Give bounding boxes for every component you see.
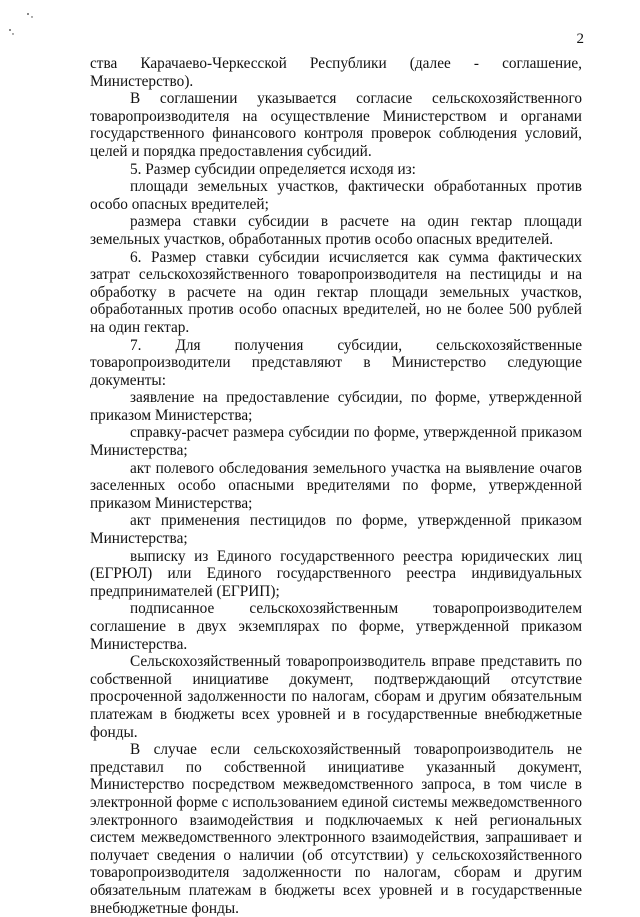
- paragraph-doc-application: заявление на предоставление субсидии, по форме, утвержденной приказом Министерства;: [90, 389, 582, 424]
- paragraph-doc-registry-extract: выписку из Единого государственного реестра юридических лиц (ЕГРЮЛ) или Единого государственного реестра индивидуальных предпринимателей (ЕГРИП);: [90, 547, 582, 600]
- paragraph-item-5-area: площади земельных участков, фактически обработанных против особо опасных вредителей;: [90, 178, 582, 213]
- paragraph-optional-document: Сельскохозяйственный товаропроизводитель вправе представить по собственной инициативе документ, подтверждающий отсутствие просроченной задолженности по налогам, сборам и другим обязательным платежам в бюджеты всех уровней и в государственные внебюджетные фонды.: [90, 653, 582, 741]
- paragraph-interagency-request: В случае если сельскохозяйственный товаропроизводитель не представил по собственной инициативе указанный документ, Министерство посредством межведомственного запроса, в том числе в электронной форме с использованием единой системы межведомственного электронного взаимодействия и подключаемых к ней региональных систем межведомственного электронного взаимодействия, запрашивает и получает сведения о наличии (об отсутствии) у сельскохозяйственного товаропроизводителя задолженности по налогам, сборам и другим обязательным платежам в бюджеты всех уровней и в государственные внебюджетные фонды.: [90, 741, 582, 917]
- paragraph-item-7: 7. Для получения субсидии, сельскохозяйственные товаропроизводители представляют в Министерство следующие документы:: [90, 336, 582, 389]
- paragraph-doc-calculation: справку-расчет размера субсидии по форме, утвержденной приказом Министерства;: [90, 424, 582, 460]
- page-number: 2: [576, 31, 584, 47]
- paragraph-continuation: ства Карачаево-Черкесской Республики (далее - соглашение, Министерство).: [90, 55, 582, 90]
- paragraph-consent: В соглашении указывается согласие сельскохозяйственного товаропроизводителя на осуществление Министерством и органами государственного финансового контроля проверок соблюдения условий, целей и порядка предоставления субсидий.: [90, 90, 582, 160]
- paragraph-doc-agreement: подписанное сельскохозяйственным товаропроизводителем соглашение в двух экземплярах по форме, утвержденной приказом Министерства.: [90, 600, 582, 653]
- paragraph-item-5: 5. Размер субсидии определяется исходя из:: [130, 160, 416, 178]
- paragraph-item-5-rate: размера ставки субсидии в расчете на один гектар площади земельных участков, обработанных против особо опасных вредителей.: [90, 213, 582, 248]
- paragraph-doc-pesticide-act: акт применения пестицидов по форме, утвержденной приказом Министерства;: [90, 512, 582, 548]
- scan-speck-mark: [6, 8, 36, 38]
- paragraph-doc-survey-act: акт полевого обследования земельного участка на выявление очагов заселенных особо опасными вредителями по форме, утвержденной приказом Министерства;: [90, 459, 582, 512]
- document-body: [90, 55, 582, 917]
- paragraph-item-6: 6. Размер ставки субсидии исчисляется как сумма фактических затрат сельскохозяйственного товаропроизводителя на пестициды и на обработку в расчете на один гектар площади земельных участков, обработанных против особо опасных вредителей, но не более 500 рублей на один гектар.: [90, 248, 582, 336]
